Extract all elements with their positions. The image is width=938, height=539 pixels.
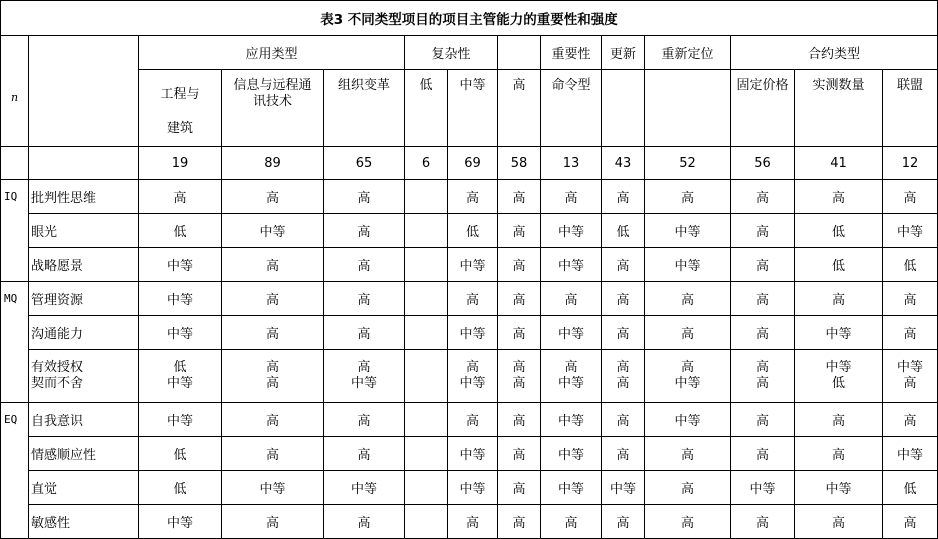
rating-cell: 低 — [831, 376, 845, 391]
count-cell: 43 — [602, 147, 645, 180]
subheader-update-empty — [602, 70, 645, 147]
subheader-it-line1: 信息与远程通 — [233, 78, 312, 93]
empty-header-cell — [29, 36, 139, 147]
rating-cell: 高 — [731, 403, 795, 437]
rating-cell — [405, 282, 448, 316]
header-complexity: 复杂性 — [405, 36, 498, 70]
rating-cell: 中等 — [883, 437, 938, 471]
rating-cell: 中等 — [541, 403, 602, 437]
rating-cell: 高 — [645, 180, 731, 214]
rating-cell: 高 — [602, 437, 645, 471]
rating-cell — [405, 471, 448, 505]
rating-cell: 中等 — [795, 471, 883, 505]
rating-cell: 中等 — [448, 248, 498, 282]
competency-name: 情感顺应性 — [29, 437, 139, 471]
subheader-engineering — [139, 70, 222, 147]
rating-cell: 高 — [564, 360, 578, 375]
rating-cell — [139, 350, 222, 403]
rating-cell: 低 — [795, 248, 883, 282]
rating-cell — [405, 214, 448, 248]
table-row — [1, 437, 938, 471]
rating-cell: 高 — [265, 376, 279, 391]
rating-cell: 高 — [883, 505, 938, 539]
rating-cell: 高 — [645, 282, 731, 316]
header-contract-type: 合约类型 — [731, 36, 938, 70]
rating-cell: 低 — [602, 214, 645, 248]
subheader-it — [222, 70, 324, 147]
rating-cell: 中等 — [139, 282, 222, 316]
rating-cell: 中等 — [541, 248, 602, 282]
rating-cell: 高 — [357, 360, 371, 375]
rating-cell — [731, 350, 795, 403]
rating-cell — [405, 403, 448, 437]
rating-cell: 高 — [512, 376, 526, 391]
rating-cell: 高 — [222, 282, 324, 316]
count-row — [1, 147, 938, 180]
rating-cell: 中等 — [459, 78, 486, 93]
competency-name: 有效授权 — [31, 360, 84, 375]
rating-cell: 中等 — [541, 316, 602, 350]
count-cell: 56 — [731, 147, 795, 180]
subheader-measured-quantity — [795, 70, 883, 147]
table-row — [1, 471, 938, 505]
count-cell: 89 — [222, 147, 324, 180]
rating-cell: 高 — [731, 282, 795, 316]
rating-cell: 高 — [602, 282, 645, 316]
rating-cell: 高 — [616, 376, 630, 391]
competency-name: 沟通能力 — [29, 316, 139, 350]
rating-cell: 高 — [448, 282, 498, 316]
rating-cell: 中等 — [139, 403, 222, 437]
count-cell: 13 — [541, 147, 602, 180]
table-row — [1, 180, 938, 214]
rating-cell: 中等 — [795, 316, 883, 350]
rating-cell: 联盟 — [896, 78, 923, 93]
rating-cell: 高 — [883, 403, 938, 437]
rating-cell — [541, 350, 602, 403]
table-row — [1, 505, 938, 539]
rating-cell: 中等 — [448, 316, 498, 350]
rating-cell: 高 — [795, 282, 883, 316]
competency-name: 战略愿景 — [29, 248, 139, 282]
rating-cell: 中等 — [222, 471, 324, 505]
rating-cell — [498, 350, 541, 403]
rating-cell: 高 — [903, 376, 917, 391]
competency-name: 契而不舍 — [31, 376, 84, 391]
competency-name: 批判性思维 — [29, 180, 139, 214]
rating-cell: 实测数量 — [812, 78, 865, 93]
count-cell: 12 — [883, 147, 938, 180]
rating-cell: 高 — [883, 180, 938, 214]
rating-cell: 中等 — [222, 214, 324, 248]
rating-cell: 高 — [602, 248, 645, 282]
rating-cell: 高 — [222, 180, 324, 214]
count-cell: 41 — [795, 147, 883, 180]
table-row — [1, 403, 938, 437]
rating-cell: 高 — [498, 403, 541, 437]
rating-cell: 高 — [541, 180, 602, 214]
rating-cell: 高 — [448, 505, 498, 539]
rating-cell: 高 — [324, 282, 405, 316]
rating-cell: 高 — [731, 248, 795, 282]
rating-cell: 高 — [324, 248, 405, 282]
rating-cell: 高 — [602, 403, 645, 437]
rating-cell: 中等 — [645, 403, 731, 437]
header-update: 更新 — [602, 36, 645, 70]
count-cell: 65 — [324, 147, 405, 180]
rating-cell: 低 — [139, 437, 222, 471]
rating-cell: 低 — [448, 214, 498, 248]
rating-cell — [405, 437, 448, 471]
rating-cell: 高 — [883, 282, 938, 316]
rating-cell: 高 — [795, 180, 883, 214]
count-row-empty — [1, 147, 29, 180]
rating-cell: 低 — [883, 248, 938, 282]
rating-cell: 中等 — [825, 360, 852, 375]
rating-cell — [222, 350, 324, 403]
competency-name: 眼光 — [29, 214, 139, 248]
rating-cell: 高 — [498, 437, 541, 471]
rating-cell: 高 — [731, 505, 795, 539]
rating-cell: 高 — [512, 360, 526, 375]
subheader-command — [541, 70, 602, 147]
rating-cell: 高 — [324, 214, 405, 248]
subheader-alliance — [883, 70, 938, 147]
rating-cell: 高 — [498, 505, 541, 539]
rating-cell: 高 — [448, 180, 498, 214]
rating-cell: 高 — [602, 505, 645, 539]
rating-cell: 高 — [498, 316, 541, 350]
rating-cell: 中等 — [541, 471, 602, 505]
rating-cell: 固定价格 — [736, 78, 789, 93]
rating-cell: 高 — [324, 505, 405, 539]
rating-cell: 高 — [731, 214, 795, 248]
rating-cell: 高 — [645, 316, 731, 350]
table-row — [1, 248, 938, 282]
rating-cell: 低 — [139, 214, 222, 248]
rating-cell: 高 — [755, 360, 769, 375]
rating-cell: 中等 — [541, 214, 602, 248]
rating-cell: 中等 — [350, 376, 377, 391]
rating-cell: 低 — [883, 471, 938, 505]
subheader-engineering-line2: 建筑 — [166, 121, 193, 136]
header-reposition: 重新定位 — [645, 36, 731, 70]
rating-cell: 高 — [265, 360, 279, 375]
rating-cell: 高 — [498, 214, 541, 248]
rating-cell: 高 — [731, 437, 795, 471]
subheader-fixed-price — [731, 70, 795, 147]
competency-name: 直觉 — [29, 471, 139, 505]
rating-cell: 高 — [602, 316, 645, 350]
rating-cell: 高 — [222, 437, 324, 471]
rating-cell: 中等 — [674, 376, 701, 391]
count-cell: 19 — [139, 147, 222, 180]
rating-cell — [448, 350, 498, 403]
rating-cell: 高 — [498, 471, 541, 505]
subheader-reposition-empty — [645, 70, 731, 147]
subheader-low — [405, 70, 448, 147]
rating-cell: 高 — [324, 403, 405, 437]
rating-cell — [405, 350, 448, 403]
rating-cell: 高 — [755, 376, 769, 391]
rating-cell: 高 — [645, 437, 731, 471]
rating-cell: 高 — [731, 180, 795, 214]
competency-name: 管理资源 — [29, 282, 139, 316]
rating-cell: 中等 — [139, 316, 222, 350]
rating-cell: 高 — [222, 248, 324, 282]
rating-cell — [405, 180, 448, 214]
n-label: n — [1, 36, 29, 147]
rating-cell: 高 — [512, 78, 526, 93]
rating-cell — [405, 248, 448, 282]
rating-cell: 命令型 — [551, 78, 591, 93]
category-iq: IQ — [1, 180, 29, 282]
rating-cell: 中等 — [731, 471, 795, 505]
rating-cell: 中等 — [324, 471, 405, 505]
rating-cell: 高 — [645, 471, 731, 505]
rating-cell: 高 — [498, 248, 541, 282]
rating-cell: 中等 — [459, 376, 486, 391]
rating-cell: 高 — [616, 360, 630, 375]
rating-cell: 中等 — [166, 376, 193, 391]
rating-cell: 高 — [324, 437, 405, 471]
rating-cell: 中等 — [448, 437, 498, 471]
rating-cell: 高 — [795, 505, 883, 539]
rating-cell: 高 — [602, 180, 645, 214]
rating-cell: 中等 — [896, 360, 923, 375]
rating-cell — [405, 505, 448, 539]
rating-cell: 高 — [465, 360, 479, 375]
count-cell: 58 — [498, 147, 541, 180]
subheader-it-line2: 讯技术 — [252, 94, 292, 109]
competency-name-pair — [29, 350, 139, 403]
rating-cell: 高 — [498, 180, 541, 214]
rating-cell: 低 — [139, 471, 222, 505]
rating-cell: 高 — [222, 316, 324, 350]
rating-cell: 组织变革 — [337, 78, 390, 93]
header-app-type: 应用类型 — [139, 36, 405, 70]
table-row — [1, 350, 938, 403]
rating-cell: 高 — [324, 316, 405, 350]
rating-cell: 低 — [173, 360, 187, 375]
rating-cell: 中等 — [557, 376, 584, 391]
count-row-empty-label — [29, 147, 139, 180]
rating-cell — [602, 350, 645, 403]
rating-cell: 低 — [795, 214, 883, 248]
rating-cell: 中等 — [448, 471, 498, 505]
rating-cell: 中等 — [541, 437, 602, 471]
count-cell: 52 — [645, 147, 731, 180]
rating-cell: 中等 — [883, 214, 938, 248]
rating-cell: 高 — [498, 282, 541, 316]
rating-cell: 高 — [795, 437, 883, 471]
subheader-engineering-line1: 工程与 — [160, 87, 200, 102]
rating-cell: 中等 — [645, 248, 731, 282]
rating-cell: 高 — [541, 505, 602, 539]
rating-cell: 高 — [324, 180, 405, 214]
rating-cell: 高 — [448, 403, 498, 437]
count-cell: 69 — [448, 147, 498, 180]
rating-cell — [324, 350, 405, 403]
rating-cell: 中等 — [645, 214, 731, 248]
rating-cell — [883, 350, 938, 403]
rating-cell — [405, 316, 448, 350]
rating-cell — [645, 350, 731, 403]
rating-cell: 低 — [419, 78, 433, 93]
table-row — [1, 282, 938, 316]
subheader-high — [498, 70, 541, 147]
rating-cell — [795, 350, 883, 403]
subheader-medium — [448, 70, 498, 147]
table-row — [1, 214, 938, 248]
rating-cell: 高 — [139, 180, 222, 214]
rating-cell: 高 — [680, 360, 694, 375]
competency-name: 敏感性 — [29, 505, 139, 539]
header-complexity-empty — [498, 36, 541, 70]
category-mq: MQ — [1, 282, 29, 403]
rating-cell: 高 — [731, 316, 795, 350]
header-importance: 重要性 — [541, 36, 602, 70]
table-row — [1, 316, 938, 350]
rating-cell: 高 — [795, 403, 883, 437]
rating-cell: 高 — [541, 282, 602, 316]
rating-cell: 中等 — [139, 248, 222, 282]
competency-name: 自我意识 — [29, 403, 139, 437]
rating-cell: 中等 — [602, 471, 645, 505]
rating-cell: 高 — [645, 505, 731, 539]
count-cell: 6 — [405, 147, 448, 180]
rating-cell: 高 — [222, 403, 324, 437]
rating-cell: 中等 — [139, 505, 222, 539]
rating-cell: 高 — [883, 316, 938, 350]
subheader-org-change — [324, 70, 405, 147]
table-title: 表3 不同类型项目的项目主管能力的重要性和强度 — [1, 1, 938, 36]
rating-cell: 高 — [222, 505, 324, 539]
category-eq: EQ — [1, 403, 29, 539]
